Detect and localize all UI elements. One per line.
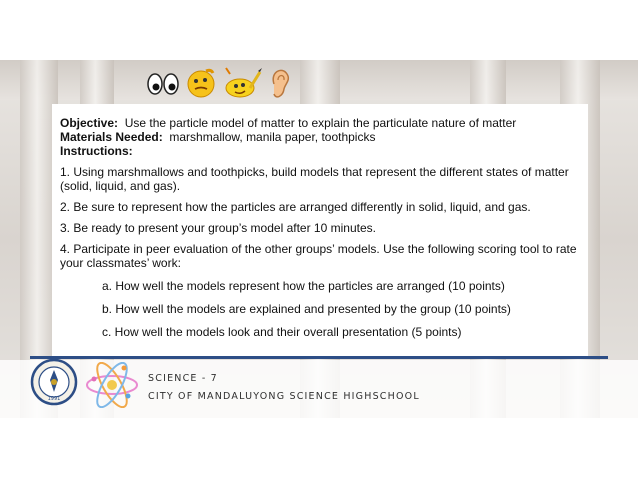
instructions-content [60, 116, 580, 339]
eyes-icon [146, 72, 180, 96]
writing-emoji-icon [222, 66, 264, 102]
ear-icon [268, 66, 292, 102]
school-name: CITY OF MANDALUYONG SCIENCE HIGHSCHOOL [148, 391, 420, 402]
thinking-face-icon [184, 67, 218, 101]
instructions-heading: Instructions: [60, 144, 133, 158]
criteria-item: b. How well the models are explained and presented by the group (10 points) [102, 302, 511, 316]
objective-line [60, 116, 580, 130]
seal-year: 1991 [47, 396, 61, 402]
school-seal-icon [30, 358, 78, 406]
step-item: 4. Participate in peer evaluation of the other groups’ models. Use the following scoring tool to rate your classmates’ work: [60, 242, 577, 270]
criteria-item: c. How well the models look and their overall presentation (5 points) [102, 325, 462, 339]
objective-label: Objective: [60, 116, 119, 130]
step-item: 2. Be sure to represent how the particles are arranged differently in solid, liquid, and gas. [60, 200, 531, 214]
subject-label: SCIENCE - 7 [148, 373, 218, 384]
step-item: 1. Using marshmallows and toothpicks, build models that represent the different states of matter (solid, liquid, and gas). [60, 165, 569, 193]
atom-logo-icon [84, 362, 140, 408]
materials-label: Materials Needed: [60, 130, 163, 144]
footer-divider [30, 356, 608, 359]
objective-text: Use the particle model of matter to explain the particulate nature of matter [124, 116, 517, 130]
materials-line [60, 130, 580, 144]
step-item: 3. Be ready to present your group’s model after 10 minutes. [60, 221, 376, 235]
criteria-item: a. How well the models represent how the particles are arranged (10 points) [102, 279, 505, 293]
materials-text: marshmallow, manila paper, toothpicks [169, 130, 376, 144]
emoji-strip [146, 64, 296, 104]
